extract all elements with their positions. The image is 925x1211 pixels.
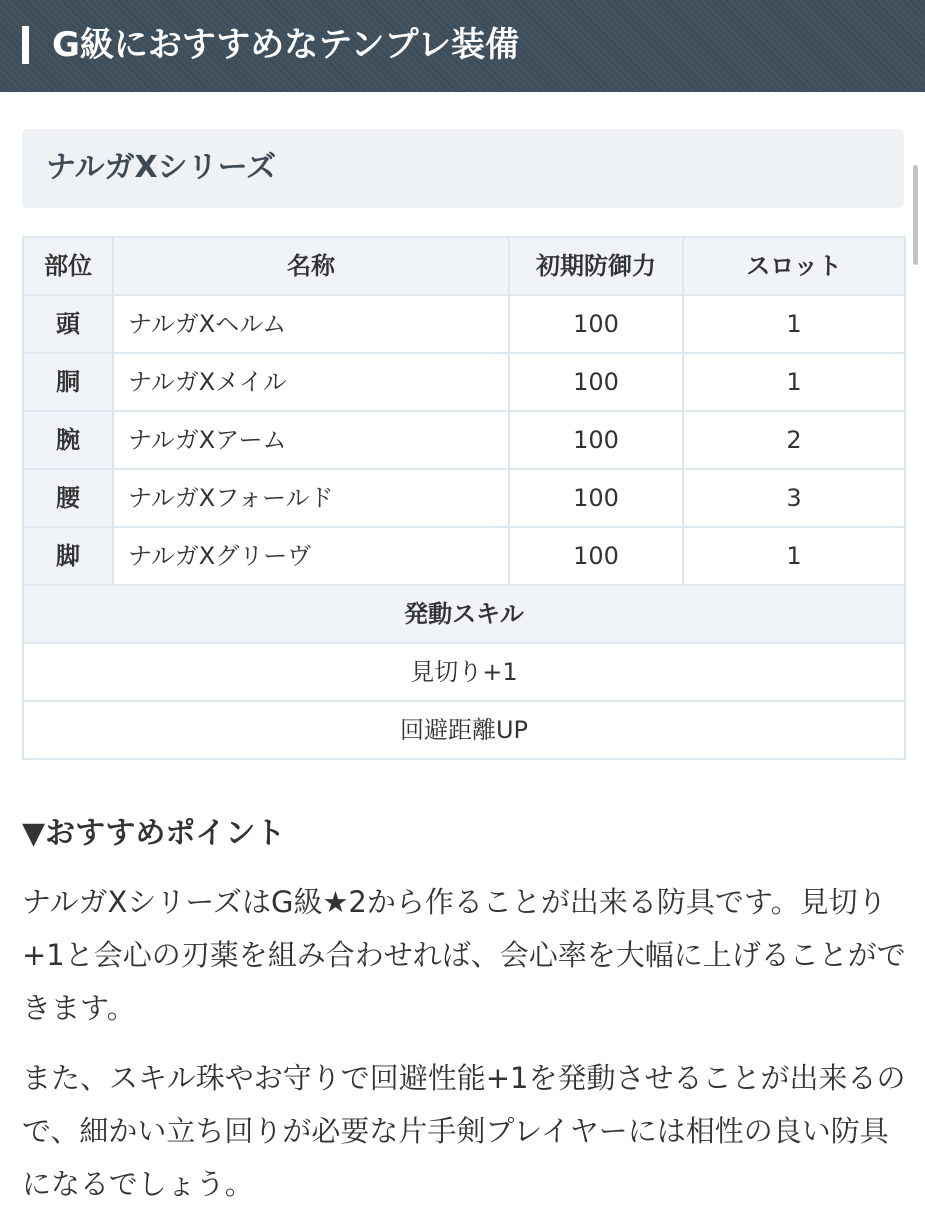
- name-cell: ナルガXフォールド: [113, 469, 509, 527]
- part-cell: 腕: [23, 411, 113, 469]
- skill-cell: 見切り+1: [23, 643, 905, 701]
- skill-cell: 回避距離UP: [23, 701, 905, 759]
- skill-row: [23, 701, 905, 759]
- table-row: [23, 295, 905, 353]
- header-defense: 初期防御力: [509, 237, 683, 295]
- header-part: 部位: [23, 237, 113, 295]
- recommend-paragraph: また、スキル珠やお守りで回避性能+1を発動させることが出来るので、細かい立ち回りが必要な片手剣プレイヤーには相性の良い防具になるでしょう。: [22, 1061, 906, 1201]
- recommend-paragraph: ナルガXシリーズはG級★2から作ることが出来る防具です。見切り+1と会心の刃薬を組み合わせれば、会心率を大幅に上げることができます。: [22, 885, 906, 1025]
- defense-cell: 100: [509, 469, 683, 527]
- armor-table: [22, 236, 906, 760]
- defense-cell: 100: [509, 295, 683, 353]
- table-header-row: [23, 237, 905, 295]
- table-row: [23, 527, 905, 585]
- name-cell: ナルガXヘルム: [113, 295, 509, 353]
- skills-header-row: [23, 585, 905, 643]
- series-title: ナルガXシリーズ: [46, 150, 277, 185]
- slots-cell: 3: [683, 469, 905, 527]
- series-heading-box: [22, 129, 904, 208]
- part-cell: 胴: [23, 353, 113, 411]
- header-accent-bar: [22, 26, 29, 64]
- skills-header: 発動スキル: [23, 585, 905, 643]
- defense-cell: 100: [509, 411, 683, 469]
- header-slots: スロット: [683, 237, 905, 295]
- table-row: [23, 353, 905, 411]
- name-cell: ナルガXグリーヴ: [113, 527, 509, 585]
- part-cell: 脚: [23, 527, 113, 585]
- slots-cell: 1: [683, 527, 905, 585]
- part-cell: 頭: [23, 295, 113, 353]
- scrollbar[interactable]: [913, 165, 918, 265]
- section-title: G級におすすめなテンプレ装備: [52, 25, 520, 65]
- slots-cell: 1: [683, 353, 905, 411]
- header-name: 名称: [113, 237, 509, 295]
- name-cell: ナルガXアーム: [113, 411, 509, 469]
- table-row: [23, 469, 905, 527]
- slots-cell: 1: [683, 295, 905, 353]
- slots-cell: 2: [683, 411, 905, 469]
- skill-row: [23, 643, 905, 701]
- recommend-heading: ▼おすすめポイント: [22, 816, 286, 851]
- defense-cell: 100: [509, 527, 683, 585]
- part-cell: 腰: [23, 469, 113, 527]
- section-header: [0, 0, 925, 92]
- table-row: [23, 411, 905, 469]
- name-cell: ナルガXメイル: [113, 353, 509, 411]
- defense-cell: 100: [509, 353, 683, 411]
